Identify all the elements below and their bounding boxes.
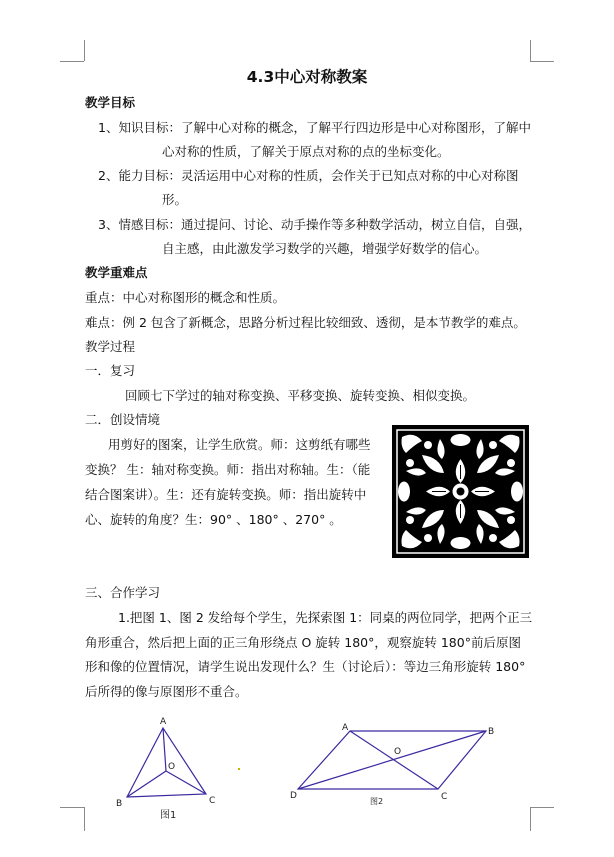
objective-1-line-1: 1、知识目标：了解中心对称的概念，了解平行四边形是中心对称图形，了解中	[98, 120, 531, 135]
cooperation-line-4: 后所得的像与原图形不重合。	[85, 684, 248, 699]
stray-dot	[238, 768, 240, 770]
objective-2-line-1: 2、能力目标：灵活运用中心对称的性质，会作关于已知点对称的中心对称图	[98, 168, 519, 183]
cooperation-line-1: 1.把图 1、图 2 发给每个学生，先探索图 1：同桌的两位同学，把两个正三	[118, 610, 533, 625]
scenario-heading: 二．创设情境	[85, 412, 161, 427]
objective-3-line-1: 3、情感目标：通过提问、讨论、动手操作等多种数学活动，树立自信，自强，	[98, 217, 531, 232]
difficult-point-text: 难点：例 2 包含了新概念，思路分析过程比较细致、透彻，是本节教学的难点。	[85, 315, 526, 330]
cooperation-line-2: 角形重合，然后把上面的正三角形绕点 O 旋转 180°，观察旋转 180°前后原图	[85, 635, 521, 650]
figure-1-label-a: A	[160, 717, 167, 727]
objective-1-line-2: 心对称的性质，了解关于原点对称的点的坐标变化。	[162, 144, 450, 159]
process-heading: 教学过程	[85, 339, 136, 354]
figure-2-label-d: D	[290, 791, 297, 801]
figure-2-caption: 图2	[370, 797, 384, 806]
keypoints-heading: 教学重难点	[85, 265, 148, 280]
figure-2-label-c: C	[441, 792, 448, 802]
figure-1-label-o: O	[168, 762, 176, 772]
objective-2-line-2: 形。	[162, 192, 188, 207]
papercut-pattern-image	[392, 425, 529, 558]
key-point-text: 重点：中心对称图形的概念和性质。	[85, 290, 286, 305]
figure-1-label-c: C	[209, 796, 216, 806]
figure-1-caption: 图1	[160, 810, 177, 821]
figure-2-parallelogram	[286, 722, 506, 812]
scenario-line-2: 变换？ 生：轴对称变换。师：指出对称轴。生：（能	[85, 462, 371, 477]
objectives-heading: 教学目标	[85, 95, 136, 110]
objective-3-line-2: 自主感，由此激发学习数学的兴趣，增强学好数学的信心。	[162, 241, 488, 256]
scenario-line-4: 心、旋转的角度？生：90° 、180° 、270° 。	[85, 512, 342, 527]
figure-1-triangle	[110, 714, 230, 824]
figure-2-label-b: B	[488, 727, 495, 737]
figure-1-label-b: B	[116, 799, 123, 809]
review-heading: 一．复习	[85, 363, 136, 378]
figure-2-label-a: A	[342, 723, 349, 733]
cooperation-heading: 三、合作学习	[85, 585, 161, 600]
figure-2-label-o: O	[394, 747, 402, 757]
scenario-line-3: 结合图案讲）。生：还有旋转变换。师：指出旋转中	[85, 487, 367, 502]
review-text: 回顾七下学过的轴对称变换、平移变换、旋转变换、相似变换。	[125, 388, 476, 403]
scenario-line-1: 用剪好的图案，让学生欣赏。师：这剪纸有哪些	[108, 437, 371, 452]
cooperation-line-3: 形和像的位置情况，请学生说出发现什么？生（讨论后）：等边三角形旋转 180°	[85, 659, 526, 674]
page-title: 4.3中心对称教案	[246, 68, 368, 86]
